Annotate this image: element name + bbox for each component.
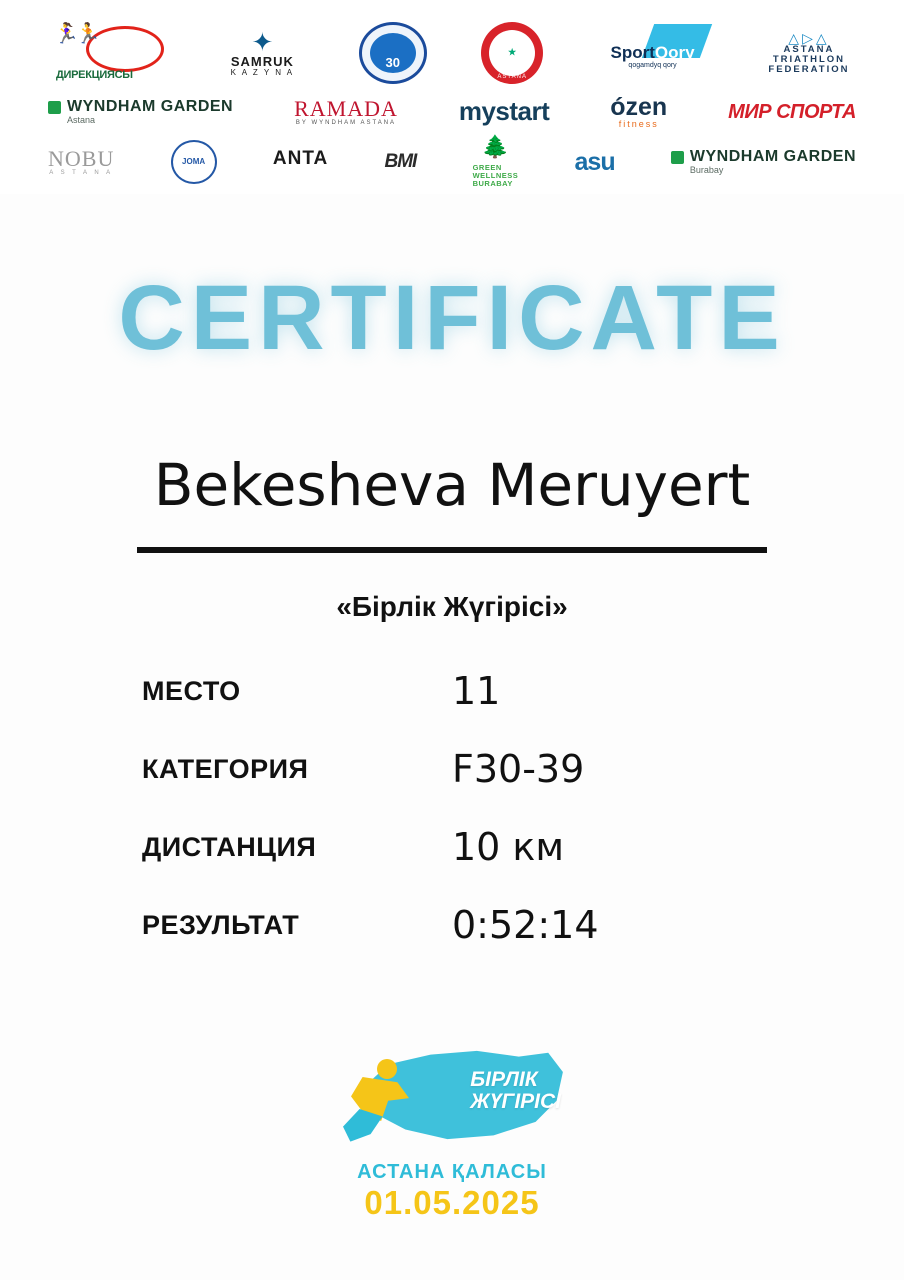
nobu-logo-text: NOBU [48,146,115,172]
event-logo-line1: БІРЛІК [470,1068,538,1091]
event-logo-wordmark [470,1069,561,1113]
ramada-logo-subtext: BY WYNDHAM ASTANA [295,120,397,127]
anniversary-30-emblem-text: 30 [370,33,416,73]
sport-qory-logo-text: SportQory [610,43,695,63]
results-table [142,669,762,947]
sponsor-row-3 [48,134,856,188]
ozen-fitness-logo [610,90,667,134]
trees-icon: 🌲 [481,134,510,160]
triathlon-shapes-icon: △▷△ [788,29,830,46]
sport-qory-logo [598,22,708,84]
result-label-time: РЕЗУЛЬТАТ [142,909,300,940]
event-city: АСТАНА ҚАЛАСЫ [357,1161,547,1183]
wyndham-astana-logo-subtext: Astana [67,114,96,125]
ozen-logo-text: ózen [610,93,668,122]
green-wellness-line3: BURABAY [472,178,513,188]
triathlon-logo-line1: ASTANA [783,44,835,56]
result-label-distance: ДИСТАНЦИЯ [142,831,317,862]
samruk-kazyna-logo [220,22,304,84]
wyndham-astana-logo-text: WYNDHAM GARDEN [67,97,234,115]
wyndham-garden-burabay-logo [671,140,856,184]
triathlon-logo-line2: TRIATHLON [772,54,846,66]
astana-emblem-text: ASTANA [497,73,527,80]
green-wellness-logo-text [473,164,519,188]
anta-bar-icon [299,170,301,175]
event-logo [302,1047,602,1222]
astana-emblem-inner-icon: ★ [489,30,535,76]
event-name: «Бірлік Жүгірісі» [336,591,568,622]
green-wellness-line1: GREEN [472,163,502,173]
event-logo-line2: ЖҮГІРІСІ [470,1090,561,1114]
sponsor-row-2 [48,90,856,134]
samruk-logo-subtext: K A Z Y N A [230,67,295,77]
runner-icon [337,1057,427,1145]
certificate-title: CERTIFICATE [118,267,786,369]
joma-logo: JOMA [171,140,217,184]
bmi-logo: BMI [384,151,417,173]
name-underline-divider [137,547,767,553]
nobu-logo [48,140,114,184]
ozen-logo-subtext: fitness [618,119,659,130]
runner-head [377,1059,397,1079]
kazakhstan-map-icon [337,1047,567,1157]
result-label-category: КАТЕГОРИЯ [142,753,309,784]
ramada-logo-text: RAMADA [294,96,398,122]
mir-sporta-logo: МИР СПОРТА [728,100,856,123]
wyndham-burabay-logo-subtext: Burabay [689,164,724,175]
mystart-logo: mystart [458,96,550,127]
dirkeciyasy-logo-text: ДИРЕКЦИЯСЫ [56,69,133,82]
asu-logo: asu [574,147,615,176]
nobu-logo-subtext: A S T A N A [49,170,114,177]
green-wellness-line2: WELLNESS [472,171,519,181]
wyndham-burabay-mark-icon [671,151,684,164]
anta-logo [273,140,328,184]
astana-triathlon-federation-logo [762,22,856,84]
anta-logo-text: ANTA [272,147,329,169]
event-date: 01.05.2025 [364,1184,540,1221]
astana-city-emblem [481,22,543,84]
sponsor-row-1 [48,22,856,84]
green-wellness-burabay-logo [472,134,519,188]
result-value-category: F30-39 [452,747,585,791]
ramada-logo [294,90,398,134]
samruk-bird-icon: ✦ [251,26,274,57]
anniversary-30-emblem [359,22,427,84]
samruk-logo-text: SAMRUK [230,53,294,69]
recipient-name: Bekesheva Meruyert [153,451,751,519]
dirkeciyasy-logo [48,22,166,84]
sponsor-logo-band [0,0,904,194]
sport-qory-logo-subtext: qogamdyq qory [628,62,677,70]
wyndham-garden-astana-logo [48,90,233,134]
wyndham-burabay-logo-text: WYNDHAM GARDEN [689,147,856,165]
result-value-distance: 10 км [452,825,565,869]
result-value-time: 0:52:14 [452,903,599,947]
result-value-place: 11 [452,669,501,713]
result-label-place: МЕСТО [142,675,241,706]
runners-icon: 🏃‍♀️🏃 [54,23,98,45]
wyndham-mark-icon [48,101,61,114]
triathlon-logo-line3: FEDERATION [768,64,850,76]
